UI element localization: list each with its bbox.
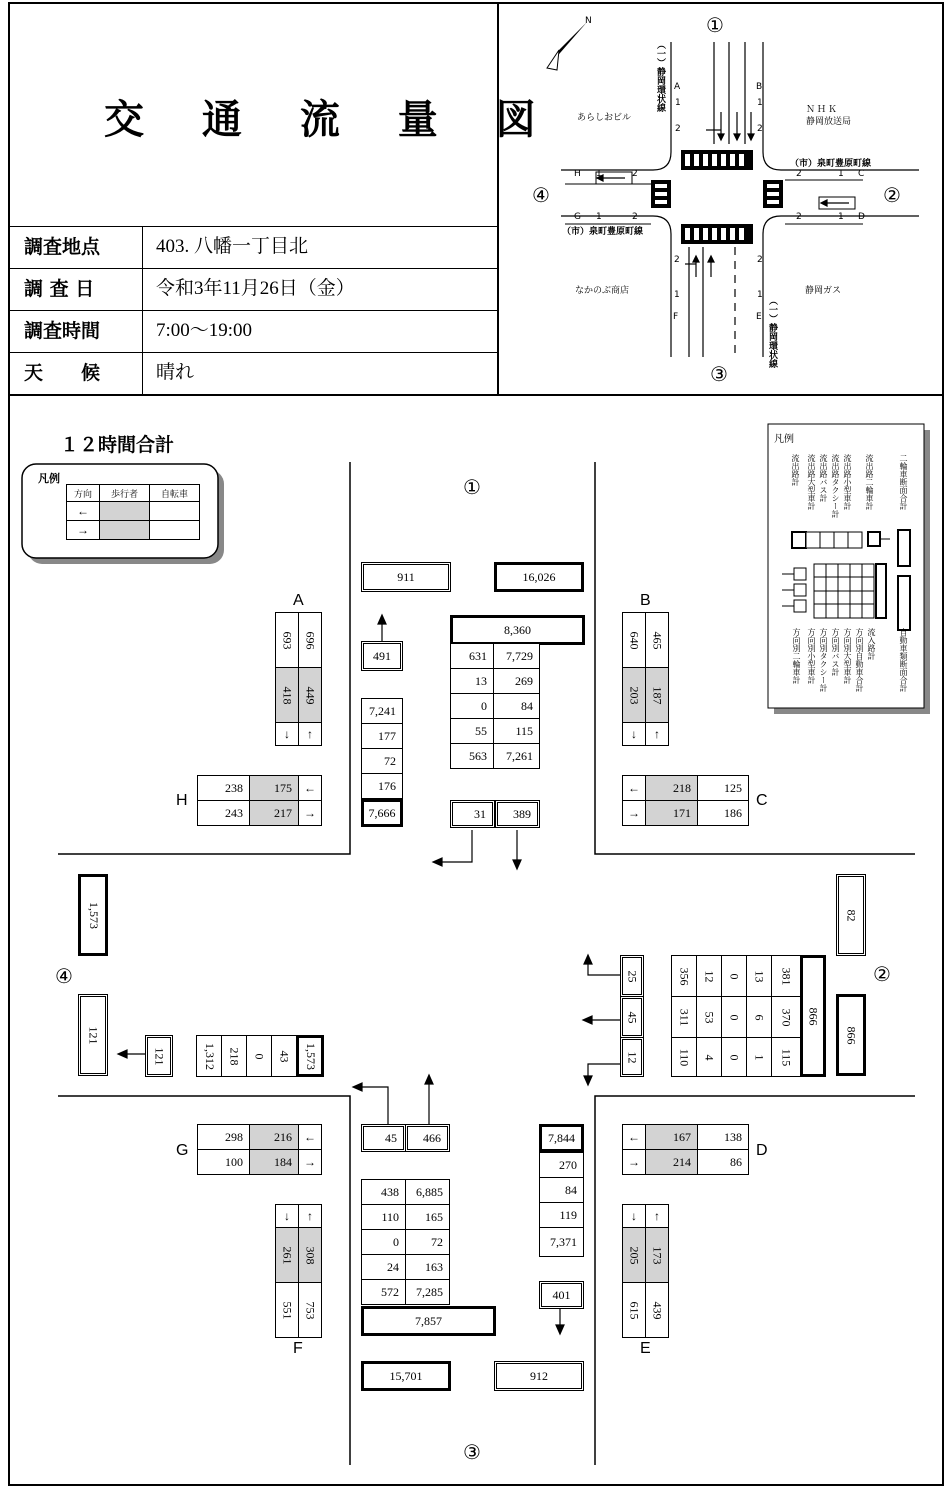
north-in-cell: 0: [450, 693, 494, 719]
legend-bottom-label: 自動車類断面合計: [899, 628, 908, 692]
west-out-cell: [221, 1035, 247, 1077]
map-label-b: B: [756, 82, 763, 92]
info-value: 403. 八幡一丁目北: [156, 236, 309, 257]
east-cell: [696, 1037, 722, 1077]
south-two-wheel-total: 912: [494, 1361, 584, 1391]
crosswalk-a-ped: [275, 667, 299, 723]
crosswalk-g-ped: 216: [249, 1124, 299, 1150]
east-cell: [721, 996, 747, 1038]
value: 218: [227, 1047, 242, 1065]
map-label-e-1: 1: [757, 290, 763, 300]
value: 12: [702, 970, 717, 982]
crosswalk-b-bike: [622, 612, 646, 668]
crosswalk-f-bike: [298, 1282, 322, 1338]
page-title: 交 通 流 量 図: [104, 97, 558, 143]
value: 381: [779, 967, 794, 985]
info-label: 調 査 日: [10, 269, 143, 310]
value: 110: [677, 1048, 692, 1066]
road-label-south: （一）静岡環状線: [767, 296, 777, 368]
value: 0: [727, 1054, 742, 1060]
value: 311: [677, 1008, 692, 1026]
value: 1,312: [202, 1042, 217, 1070]
north-out-col: 7,241: [361, 698, 403, 724]
legend-ped-cell: [99, 520, 150, 540]
value: 1,573: [303, 1042, 318, 1070]
south-in-cell: 165: [405, 1204, 450, 1230]
crosswalk-f-ped: [275, 1227, 299, 1283]
crosswalk-h-ped: 175: [249, 775, 299, 801]
road-label-east: （市）泉町豊原町線: [790, 159, 872, 169]
diagram-approach-4: ④: [55, 964, 73, 988]
crosswalk-g-bike: 100: [197, 1149, 250, 1175]
east-cell: [671, 996, 697, 1038]
east-cell: [696, 996, 722, 1038]
west-section-total: [78, 874, 108, 956]
crosswalk-g-arrow: ←: [298, 1124, 322, 1150]
south-in-cell: 163: [405, 1254, 450, 1280]
value: 25: [625, 970, 640, 982]
value: 4: [702, 1054, 717, 1060]
crosswalk-g-bike: 298: [197, 1124, 250, 1150]
map-label-g-1: 1: [596, 212, 602, 222]
north-label: N: [585, 16, 592, 26]
value: 308: [303, 1246, 318, 1264]
diagram-subtitle: １２時間合計: [60, 435, 175, 456]
crosswalk-h-ped: 217: [249, 800, 299, 826]
east-cell: [771, 1037, 801, 1077]
north-in-cell: 115: [493, 718, 540, 744]
crosswalk-h-arrow: →: [298, 800, 322, 826]
landmark-ne-1: ＮＨＫ: [806, 105, 840, 115]
south-in-cell: 7,285: [405, 1279, 450, 1305]
north-out-col: 72: [361, 748, 403, 774]
crosswalk-e-arrow: ↓: [622, 1204, 646, 1228]
legend-small-title: 凡例: [38, 473, 60, 485]
north-out-col: 177: [361, 723, 403, 749]
west-out-cell: [271, 1035, 297, 1077]
info-value: 7:00～19:00: [156, 320, 253, 341]
legend-header-direction: 方向: [66, 484, 100, 502]
legend-top-label: 二輪車断面合計: [899, 454, 908, 510]
crosswalk-f-arrow: ↓: [275, 1204, 299, 1228]
crosswalk-g-ped: 184: [249, 1149, 299, 1175]
north-in-total: 8,360: [450, 615, 585, 645]
legend-top-label: 流出路小型車計: [843, 454, 852, 510]
north-out-col: 176: [361, 773, 403, 799]
map-label-c: C: [858, 169, 865, 179]
legend-top-label: 流出路タクシー計: [831, 454, 840, 518]
approach-2-label: ②: [883, 183, 901, 207]
value: 12: [625, 1051, 640, 1063]
value: 370: [779, 1008, 794, 1026]
crosswalk-g-label: G: [176, 1142, 189, 1159]
map-label-a-2: 2: [675, 124, 681, 134]
landmark-se: 静岡ガス: [805, 286, 842, 296]
crosswalk-f-bike: [275, 1282, 299, 1338]
road-label-west: （市）泉町豊原町線: [562, 227, 644, 237]
value: 13: [752, 970, 767, 982]
value: 203: [627, 686, 642, 704]
crosswalk-a-label: A: [293, 592, 304, 609]
east-turn: [620, 955, 644, 997]
east-cell: [721, 1037, 747, 1077]
crosswalk-a-arrow: ↓: [275, 722, 299, 746]
map-label-h: H: [574, 169, 581, 179]
value: 551: [280, 1301, 295, 1319]
east-cell: [721, 955, 747, 997]
north-out-line: 491: [361, 641, 403, 671]
south-in-cell: 438: [361, 1179, 406, 1205]
north-in-cell: 7,261: [493, 743, 540, 769]
crosswalk-e-label: E: [640, 1340, 651, 1357]
landmark-sw: なかのぶ商店: [575, 286, 630, 296]
north-turn-right: 31: [450, 800, 495, 828]
map-label-g-2: 2: [632, 212, 638, 222]
south-in-cell: 24: [361, 1254, 406, 1280]
info-label: 調査地点: [10, 227, 143, 268]
north-in-cell: 563: [450, 743, 494, 769]
crosswalk-b-arrow: ↓: [622, 722, 646, 746]
value: 696: [303, 631, 318, 649]
north-out-two-wheel: 911: [361, 562, 451, 592]
crosswalk-h-label: H: [176, 792, 188, 809]
east-cell: [696, 955, 722, 997]
crosswalk-h-bike: 238: [197, 775, 250, 801]
north-in-cell: 55: [450, 718, 494, 744]
value: 0: [252, 1053, 267, 1059]
east-cell: [771, 955, 801, 997]
value: 866: [806, 1007, 821, 1025]
crosswalk-b-arrow: ↑: [645, 722, 669, 746]
legend-bike-cell: [149, 501, 200, 521]
south-out-total: 7,844: [539, 1124, 584, 1152]
info-label: 天 候: [10, 353, 143, 396]
value: 82: [844, 909, 859, 921]
legend-arrow-left: ←: [66, 501, 100, 521]
south-out-col: 119: [539, 1202, 584, 1228]
south-out-col: 7,371: [539, 1227, 584, 1257]
south-in-cell: 72: [405, 1229, 450, 1255]
value: 449: [303, 686, 318, 704]
east-two-wheel-total: [836, 874, 866, 956]
east-turn: [620, 1037, 644, 1077]
north-section-total: 16,026: [494, 562, 584, 592]
south-out-two-wheel: 401: [539, 1281, 584, 1309]
crosswalk-e-bike: [645, 1282, 669, 1338]
north-out-total: 7,666: [361, 799, 403, 827]
legend-header-bicycle: 自転車: [149, 484, 200, 502]
crosswalk-b-bike: [645, 612, 669, 668]
legend-top-label: 流出路バス計: [819, 454, 828, 502]
crosswalk-d-ped: 167: [645, 1124, 698, 1150]
legend-bottom-label: 方向別タクシー計: [819, 628, 828, 692]
landmark-ne-2: 静岡放送局: [806, 117, 852, 127]
crosswalk-e-arrow: ↑: [645, 1204, 669, 1228]
map-label-g: G: [574, 212, 581, 222]
south-section-total: 15,701: [361, 1361, 451, 1391]
crosswalk-e-bike: [622, 1282, 646, 1338]
info-label: 調査時間: [10, 311, 143, 352]
crosswalk-c-ped: 171: [645, 800, 698, 826]
crosswalk-a-bike: [275, 612, 299, 668]
legend-bottom-label: 流入路計: [867, 628, 876, 660]
east-cell: [671, 1037, 697, 1077]
value: 261: [280, 1246, 295, 1264]
map-label-h-2: 2: [632, 169, 638, 179]
value: 115: [779, 1048, 794, 1066]
approach-4-label: ④: [532, 183, 550, 207]
map-label-h-1: 1: [596, 169, 602, 179]
legend-top-label: 流出路二輪車計: [865, 454, 874, 510]
value: 753: [303, 1301, 318, 1319]
south-in-cell: 6,885: [405, 1179, 450, 1205]
value: 121: [152, 1047, 167, 1065]
crosswalk-d-bike: 86: [697, 1149, 749, 1175]
crosswalk-c-arrow: →: [622, 800, 646, 826]
east-cell: [746, 996, 772, 1038]
legend-bottom-label: 方向別バス計: [831, 628, 840, 676]
map-label-a: A: [674, 82, 681, 92]
legend-big-title: 凡例: [774, 434, 794, 445]
crosswalk-d-bike: 138: [697, 1124, 749, 1150]
value: 356: [677, 967, 692, 985]
value: 693: [280, 631, 295, 649]
legend-bottom-label: 方向別二輪車計: [792, 628, 801, 684]
legend-bottom-label: 方向別小型車計: [807, 628, 816, 684]
west-out-cell: [246, 1035, 272, 1077]
crosswalk-c-bike: 186: [697, 800, 749, 826]
west-out-two-wheel: [145, 1035, 173, 1077]
legend-top-label: 流出路計: [791, 454, 800, 486]
south-in-total: 7,857: [361, 1306, 496, 1336]
south-in-cell: 572: [361, 1279, 406, 1305]
north-in-cell: 269: [493, 668, 540, 694]
south-turn-straight: 466: [405, 1124, 450, 1152]
value: 1,573: [86, 901, 101, 929]
crosswalk-d-ped: 214: [645, 1149, 698, 1175]
crosswalk-e-ped: [645, 1227, 669, 1283]
south-turn-left: 45: [361, 1124, 406, 1152]
legend-bottom-label: 方向別自動車合計: [855, 628, 864, 692]
legend-ped-cell: [99, 501, 150, 521]
crosswalk-a-arrow: ↑: [298, 722, 322, 746]
value: 0: [727, 973, 742, 979]
diagram-approach-3: ③: [463, 1440, 481, 1464]
legend-top-label: 流出路大型車計: [807, 454, 816, 510]
north-in-cell: 7,729: [493, 643, 540, 669]
value: 173: [650, 1246, 665, 1264]
value: 615: [627, 1301, 642, 1319]
north-turn-straight: 389: [495, 800, 540, 828]
legend-arrow-right: →: [66, 520, 100, 540]
legend-bottom-label: 方向別大型車計: [843, 628, 852, 684]
value: 640: [627, 631, 642, 649]
legend-bike-cell: [149, 520, 200, 540]
east-section-total: [836, 994, 866, 1076]
crosswalk-c-bike: 125: [697, 775, 749, 801]
crosswalk-f-arrow: ↑: [298, 1204, 322, 1228]
crosswalk-h-bike: 243: [197, 800, 250, 826]
north-in-cell: 631: [450, 643, 494, 669]
crosswalk-a-ped: [298, 667, 322, 723]
road-label-north: （一）静岡環状線: [655, 40, 665, 112]
crosswalk-f-ped: [298, 1227, 322, 1283]
east-inflow-total: [800, 955, 826, 1077]
legend-header-pedestrian: 歩行者: [99, 484, 150, 502]
south-in-cell: 110: [361, 1204, 406, 1230]
crosswalk-d-arrow: ←: [622, 1124, 646, 1150]
map-label-e-2: 2: [757, 255, 763, 265]
info-value: 晴れ: [156, 362, 195, 383]
crosswalk-c-label: C: [756, 792, 768, 809]
map-label-b-1: 1: [757, 98, 763, 108]
diagram-approach-1: ①: [463, 475, 481, 499]
map-label-d: D: [858, 212, 865, 222]
crosswalk-h-arrow: ←: [298, 775, 322, 801]
info-value: 令和3年11月26日（金）: [156, 278, 355, 299]
value: 45: [625, 1011, 640, 1023]
east-turn: [620, 996, 644, 1038]
south-in-cell: 0: [361, 1229, 406, 1255]
value: 866: [844, 1026, 859, 1044]
crosswalk-b-ped: [645, 667, 669, 723]
crosswalk-e-ped: [622, 1227, 646, 1283]
east-cell: [746, 1037, 772, 1077]
crosswalk-a-bike: [298, 612, 322, 668]
value: 6: [752, 1014, 767, 1020]
map-label-d-2: 2: [796, 212, 802, 222]
crosswalk-b-label: B: [640, 592, 651, 609]
map-label-d-1: 1: [838, 212, 844, 222]
value: 465: [650, 631, 665, 649]
west-two-wheel-total: [78, 994, 108, 1076]
map-label-c-2: 2: [796, 169, 802, 179]
map-label-f-2: 2: [674, 255, 680, 265]
value: 121: [86, 1026, 101, 1044]
value: 0: [727, 1014, 742, 1020]
crosswalk-b-ped: [622, 667, 646, 723]
map-label-f: F: [673, 312, 679, 322]
map-label-a-1: 1: [675, 98, 681, 108]
crosswalk-g-arrow: →: [298, 1149, 322, 1175]
south-out-col: 84: [539, 1177, 584, 1203]
value: 53: [702, 1011, 717, 1023]
crosswalk-d-label: D: [756, 1142, 768, 1159]
west-out-cell: [196, 1035, 222, 1077]
approach-3-label: ③: [710, 362, 728, 386]
diagram-approach-2: ②: [873, 962, 891, 986]
value: 205: [627, 1246, 642, 1264]
north-in-cell: 84: [493, 693, 540, 719]
east-cell: [771, 996, 801, 1038]
map-label-b-2: 2: [757, 124, 763, 134]
map-label-c-1: 1: [838, 169, 844, 179]
crosswalk-d-arrow: →: [622, 1149, 646, 1175]
east-cell: [671, 955, 697, 997]
approach-1-label: ①: [706, 13, 724, 37]
value: 1: [752, 1054, 767, 1060]
crosswalk-c-arrow: ←: [622, 775, 646, 801]
value: 187: [650, 686, 665, 704]
value: 439: [650, 1301, 665, 1319]
west-out-total: [296, 1035, 324, 1077]
landmark-nw: あらしおビル: [577, 113, 632, 123]
east-cell: [746, 955, 772, 997]
south-out-col: 270: [539, 1152, 584, 1178]
map-label-e: E: [756, 312, 762, 322]
crosswalk-c-ped: 218: [645, 775, 698, 801]
value: 43: [277, 1050, 292, 1062]
crosswalk-f-label: F: [293, 1340, 303, 1357]
map-label-f-1: 1: [674, 290, 680, 300]
north-in-cell: 13: [450, 668, 494, 694]
value: 418: [280, 686, 295, 704]
